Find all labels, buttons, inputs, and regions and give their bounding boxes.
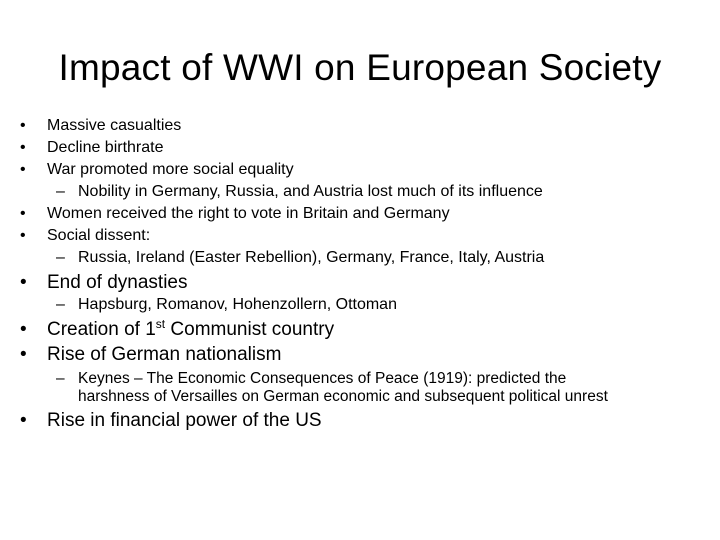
list-item-text: End of dynasties — [47, 272, 188, 293]
bullet-icon: • — [20, 227, 26, 244]
list-item-text: Rise of German nationalism — [47, 344, 282, 365]
list-item-text: Rise in financial power of the US — [47, 410, 322, 431]
list-item-text-part: Communist country — [165, 319, 335, 340]
list-item-text — [47, 318, 334, 342]
dash-icon: – — [56, 370, 65, 387]
list-item-text: Women received the right to vote in Britain and Germany — [47, 205, 450, 222]
bullet-icon: • — [20, 205, 26, 222]
slide-title: Impact of WWI on European Society — [58, 47, 662, 88]
list-item-text: Massive casualties — [47, 117, 182, 134]
list-item-text: War promoted more social equality — [47, 161, 294, 178]
sub-list-item-text: harshness of Versailles on German economic and subsequent political unrest — [78, 388, 608, 405]
bullet-icon: • — [20, 272, 27, 293]
bullet-icon: • — [20, 139, 26, 156]
bullet-icon: • — [20, 344, 27, 365]
dash-icon: – — [56, 183, 65, 200]
bullet-icon: • — [20, 319, 27, 340]
list-item-text: Social dissent: — [47, 227, 151, 244]
sub-list-item-text: Russia, Ireland (Easter Rebellion), Germany, France, Italy, Austria — [78, 249, 545, 266]
dash-icon: – — [56, 296, 65, 313]
sub-list-item-text: Nobility in Germany, Russia, and Austria lost much of its influence — [78, 183, 543, 200]
bullet-icon: • — [20, 161, 26, 178]
list-item-text: Decline birthrate — [47, 139, 164, 156]
bullet-icon: • — [20, 410, 27, 431]
dash-icon: – — [56, 249, 65, 266]
ordinal-superscript: st — [155, 317, 166, 331]
sub-list-item-text: Hapsburg, Romanov, Hohenzollern, Ottoman — [78, 296, 397, 313]
list-item-text-part: Creation of 1 — [47, 319, 156, 340]
bullet-icon: • — [20, 117, 26, 134]
sub-list-item-text: Keynes – The Economic Consequences of Peace (1919): predicted the — [78, 370, 567, 387]
